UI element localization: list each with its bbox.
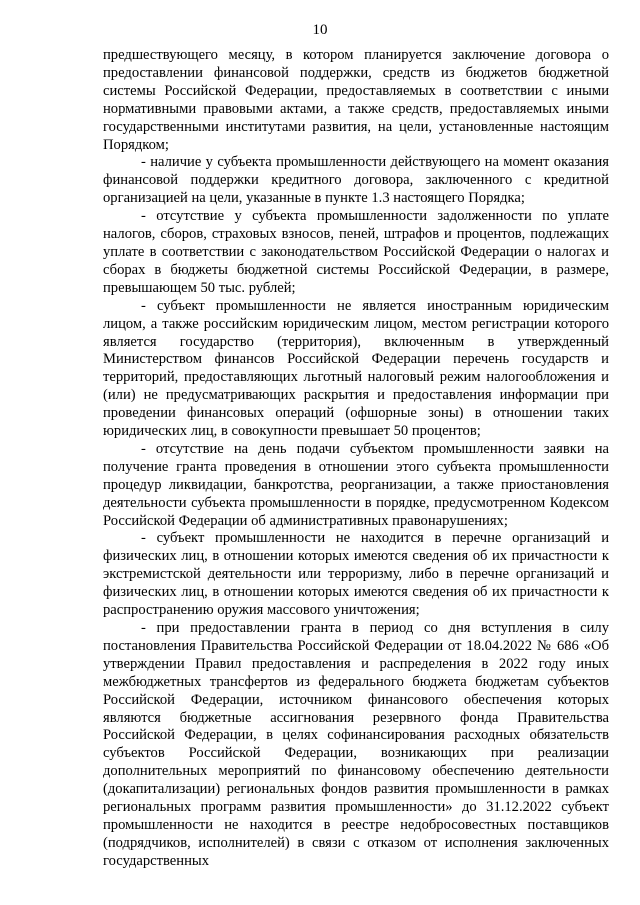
paragraph-tax-debt: - отсутствие у субъекта промышленности задолженности по уплате налогов, сборов, страховых взносов, пеней, штрафов и процентов, подлежащих уплате в соответствии с законодательством Российской Федерации о налогах и сборах в бюджеты бюджетной системы Российской Федерации, в размере, превышающем 50 тыс. рублей; — [103, 208, 609, 296]
paragraph-offshore: - субъект промышленности не является иностранным юридическим лицом, а также российским юридическим лицом, местом регистрации которого является государство (территория), включенным в утвержденный Министерством финансов Российской Федерации перечень государств и территорий, предоставляющих льготный налоговый режим налогообложения и (или) не предусматривающих раскрытия и предоставления информации при проведении финансовых операций (офшорные зоны) в отношении таких юридических лиц, в совокупности превышает 50 процентов; — [103, 297, 609, 440]
paragraph-unfair-suppliers: - при предоставлении гранта в период со дня вступления в силу постановления Правительства Российской Федерации от 18.04.2022 № 686 «Об утверждении Правил предоставления и распределения в 2022 году иных межбюджетных трансфертов из федерального бюджета бюджетам субъектов Российской Федерации, источником финансового обеспечения которых являются бюджетные ассигнования резервного фонда Правительства Российской Федерации, в целях софинансирования расходных обязательств субъектов Российской Федерации, возникающих при реализации дополнительных мероприятий по финансовому обеспечению деятельности (докапитализации) региональных фондов развития промышленности в рамках региональных программ развития промышленности» до 31.12.2022 субъект промышленности не находится в реестре недобросовестных поставщиков (подрядчиков, исполнителей) в связи с отказом от исполнения заключенных государственных — [103, 620, 609, 869]
paragraph-liquidation: - отсутствие на день подачи субъектом промышленности заявки на получение гранта проведения в отношении этого субъекта промышленности процедур ликвидации, банкротства, реорганизации, а также приостановления деятельности субъекта промышленности в порядке, предусмотренном Кодексом Российской Федерации об административных правонарушениях; — [103, 440, 609, 529]
document-body — [103, 47, 609, 871]
page-number: 10 — [312, 22, 328, 38]
paragraph-credit-agreement: - наличие у субъекта промышленности действующего на момент оказания финансовой поддержки кредитного договора, заключенного с кредитной организацией на цели, указанные в пункте 1.3 настоящего Порядка; — [103, 154, 609, 207]
paragraph-continuation: предшествующего месяцу, в котором планируется заключение договора о предоставлении финансовой поддержки, средств из бюджетов бюджетной системы Российской Федерации, предоставляемых в соответствии с иными нормативными правовыми актами, а также средств, предоставляемых иными государственными институтами развития, на цели, установленные настоящим Порядком; — [103, 47, 609, 153]
paragraph-extremism: - субъект промышленности не находится в перечне организаций и физических лиц, в отношении которых имеются сведения об их причастности к экстремистской деятельности или терроризму, либо в перечне организаций и физических лиц, в отношении которых имеются сведения об их причастности к распространению оружия массового уничтожения; — [103, 530, 609, 619]
